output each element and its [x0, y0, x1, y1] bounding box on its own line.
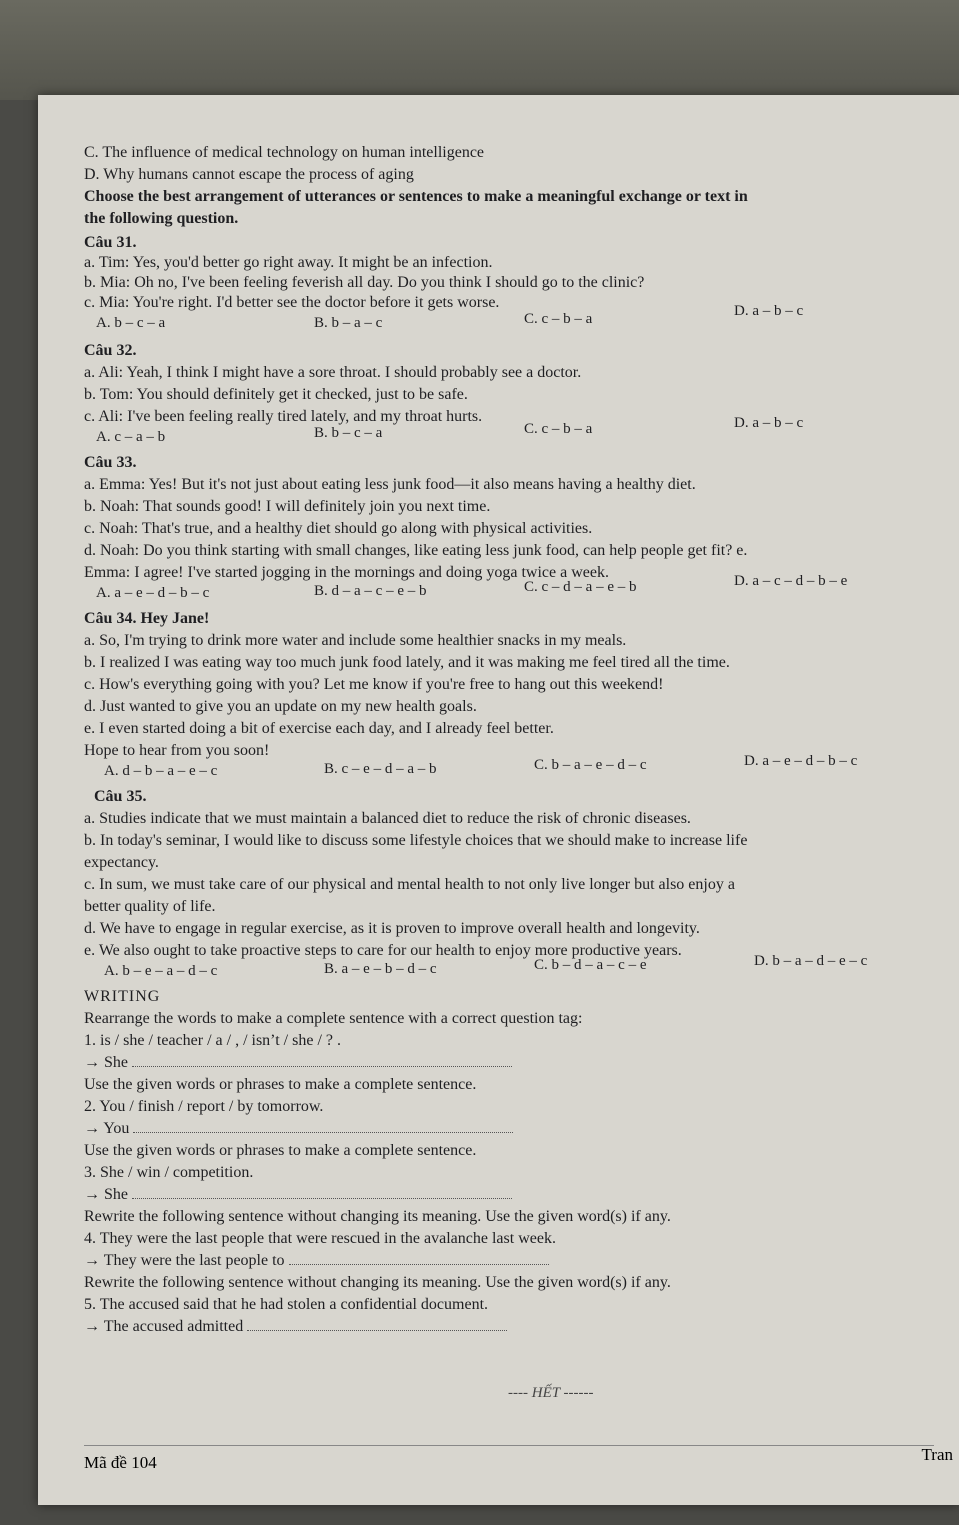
writing-q2: 2. You / finish / report / by tomorrow. — [84, 1098, 324, 1115]
answer-prefix: → The accused admitted — [84, 1318, 244, 1335]
writing-a2 — [84, 1119, 513, 1139]
q31-option-c[interactable]: C. c – b – a — [524, 311, 593, 327]
q33-option-c[interactable]: C. c – d – a – e – b — [524, 579, 637, 595]
q31-option-b[interactable]: B. b – a – c — [314, 315, 383, 331]
answer-blank-2[interactable] — [133, 1120, 513, 1133]
writing-instruction-2: Use the given words or phrases to make a complete sentence. — [84, 1076, 477, 1093]
q35-option-b[interactable]: B. a – e – b – d – c — [324, 961, 437, 977]
q35-option-c[interactable]: C. b – d – a – c – e — [534, 957, 647, 973]
q33-line-c: c. Noah: That's true, and a healthy diet should go along with physical activities. — [84, 520, 593, 537]
q33-line-d: d. Noah: Do you think starting with small changes, like eating less junk food, can help people get fit? e. — [84, 542, 748, 559]
footer-divider — [84, 1445, 934, 1446]
q34-line-c: c. How's everything going with you? Let me know if you're free to hang out this weekend! — [84, 676, 664, 693]
answer-prefix: → She — [84, 1054, 128, 1071]
writing-instruction-1: Rearrange the words to make a complete sentence with a correct question tag: — [84, 1010, 583, 1027]
q34-option-d[interactable]: D. a – e – d – b – c — [744, 753, 858, 769]
writing-a1 — [84, 1053, 512, 1073]
q34-option-b[interactable]: B. c – e – d – a – b — [324, 761, 437, 777]
q32-option-a[interactable]: A. c – a – b — [96, 429, 166, 445]
q32-line-a: a. Ali: Yeah, I think I might have a sore throat. I should probably see a doctor. — [84, 364, 582, 381]
answer-prefix: → You — [84, 1120, 130, 1137]
writing-instruction-4: Rewrite the following sentence without changing its meaning. Use the given word(s) if any. — [84, 1208, 671, 1225]
question-35-title: Câu 35. — [94, 788, 147, 805]
q35-option-a[interactable]: A. b – e – a – d – c — [104, 963, 218, 979]
writing-a5 — [84, 1317, 507, 1337]
q31-option-d[interactable]: D. a – b – c — [734, 303, 804, 319]
q34-line-e: e. I even started doing a bit of exercise each day, and I already feel better. — [84, 720, 554, 737]
section-instruction: Choose the best arrangement of utterances or sentences to make a meaningful exchange or text in — [84, 188, 748, 205]
q33-option-b[interactable]: B. d – a – c – e – b — [314, 583, 427, 599]
q35-line-b-cont: expectancy. — [84, 854, 159, 871]
q34-line-a: a. So, I'm trying to drink more water and include some healthier snacks in my meals. — [84, 632, 627, 649]
end-marker: ---- HẾT ------ — [508, 1385, 594, 1401]
answer-blank-1[interactable] — [132, 1054, 512, 1067]
q33-line-b: b. Noah: That sounds good! I will definitely join you next time. — [84, 498, 491, 515]
writing-instruction-3: Use the given words or phrases to make a complete sentence. — [84, 1142, 477, 1159]
writing-q4: 4. They were the last people that were rescued in the avalanche last week. — [84, 1230, 556, 1247]
background-wall — [0, 0, 959, 100]
q35-line-d: d. We have to engage in regular exercise, as it is proven to improve overall health and longevity. — [84, 920, 700, 937]
writing-a4 — [84, 1251, 549, 1271]
answer-prefix: → She — [84, 1186, 128, 1203]
q35-line-e: e. We also ought to take proactive steps to care for our health to enjoy more productive years. — [84, 942, 682, 959]
q31-line-a: a. Tim: Yes, you'd better go right away. It might be an infection. — [84, 254, 493, 271]
option-c-text: C. The influence of medical technology on human intelligence — [84, 144, 485, 161]
q34-line-d: d. Just wanted to give you an update on my new health goals. — [84, 698, 477, 715]
question-34-title: Câu 34. Hey Jane! — [84, 610, 210, 627]
q35-line-a: a. Studies indicate that we must maintain a balanced diet to reduce the risk of chronic diseases. — [84, 810, 691, 827]
q33-line-a: a. Emma: Yes! But it's not just about eating less junk food—it also means having a healthy diet. — [84, 476, 696, 493]
page-number: Tran — [921, 1445, 953, 1464]
q34-option-c[interactable]: C. b – a – e – d – c — [534, 757, 647, 773]
q33-line-e: Emma: I agree! I've started jogging in the mornings and doing yoga twice a week. — [84, 564, 609, 581]
q34-line-b: b. I realized I was eating way too much junk food lately, and it was making me feel tired all the time. — [84, 654, 730, 671]
q34-option-a[interactable]: A. d – b – a – e – c — [104, 763, 218, 779]
q32-line-b: b. Tom: You should definitely get it checked, just to be safe. — [84, 386, 468, 403]
answer-blank-3[interactable] — [132, 1186, 512, 1199]
section-instruction-cont: the following question. — [84, 210, 239, 227]
q31-line-b: b. Mia: Oh no, I've been feeling feverish all day. Do you think I should go to the clinic? — [84, 274, 645, 291]
q32-option-d[interactable]: D. a – b – c — [734, 415, 804, 431]
q33-option-a[interactable]: A. a – e – d – b – c — [96, 585, 210, 601]
writing-heading: WRITING — [84, 988, 161, 1005]
q35-option-d[interactable]: D. b – a – d – e – c — [754, 953, 868, 969]
q35-line-b: b. In today's seminar, I would like to discuss some lifestyle choices that we should make to increase life — [84, 832, 748, 849]
q32-line-c: c. Ali: I've been feeling really tired lately, and my throat hurts. — [84, 408, 483, 425]
writing-q5: 5. The accused said that he had stolen a confidential document. — [84, 1296, 489, 1313]
writing-instruction-5: Rewrite the following sentence without changing its meaning. Use the given word(s) if any. — [84, 1274, 671, 1291]
writing-q1: 1. is / she / teacher / a / , / isn’t / she / ? . — [84, 1032, 341, 1049]
q32-option-b[interactable]: B. b – c – a — [314, 425, 383, 441]
exam-code: Mã đề 104 — [84, 1453, 157, 1472]
question-33-title: Câu 33. — [84, 454, 137, 471]
answer-blank-4[interactable] — [289, 1252, 549, 1265]
q31-option-a[interactable]: A. b – c – a — [96, 315, 166, 331]
q32-option-c[interactable]: C. c – b – a — [524, 421, 593, 437]
q35-line-c-cont: better quality of life. — [84, 898, 216, 915]
exam-page — [38, 95, 959, 1505]
q31-line-c: c. Mia: You're right. I'd better see the doctor before it gets worse. — [84, 294, 500, 311]
q34-closing: Hope to hear from you soon! — [84, 742, 270, 759]
q33-option-d[interactable]: D. a – c – d – b – e — [734, 573, 848, 589]
question-31-title: Câu 31. — [84, 234, 137, 251]
writing-a3 — [84, 1185, 512, 1205]
option-d-text: D. Why humans cannot escape the process of aging — [84, 166, 414, 183]
answer-blank-5[interactable] — [247, 1318, 507, 1331]
writing-q3: 3. She / win / competition. — [84, 1164, 254, 1181]
question-32-title: Câu 32. — [84, 342, 137, 359]
q35-line-c: c. In sum, we must take care of our physical and mental health to not only live longer but also enjoy a — [84, 876, 735, 893]
answer-prefix: → They were the last people to — [84, 1252, 285, 1269]
